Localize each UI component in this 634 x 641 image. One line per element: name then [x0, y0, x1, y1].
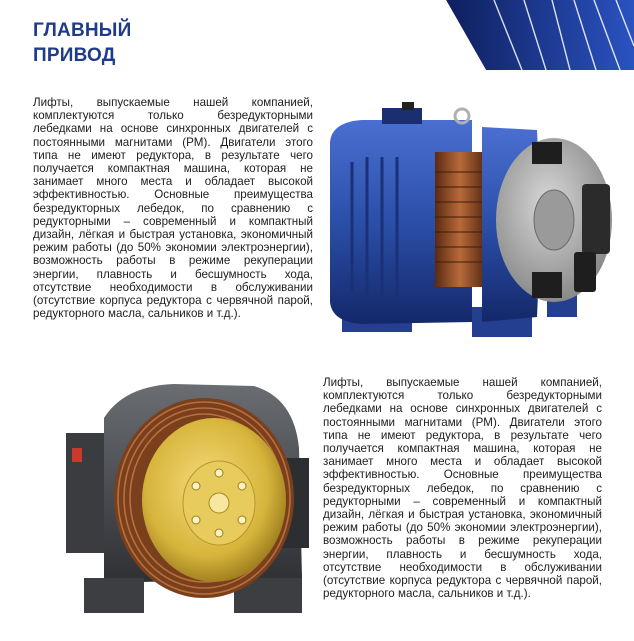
page-title: [33, 18, 131, 68]
paragraph-bottom-right: Лифты, выпускаемые нашей компанией, комплектуются только безредукторными лебедками на основе синхронных двигателей с постоянными магнитами (PM). Двигатели этого типа не имеют редуктора, в результате чего получается компактная машина, которая не занимает много места и обладает высокой эффективностью. Основные преимущества безредукторных лебедок, по сравнению с редукторными – современный и компактный дизайн, лёгкая и быстрая установка, экономичный режим работы (до 50% экономии электроэнергии), возможность работы в режиме рекуперации энергии, плавность и бесшумность хода, отсутствие необходимости в обслуживании (отсутствие корпуса редуктора с червячной парой, редукторного масла, сальников и т.д.).: [323, 376, 602, 601]
blue-traction-machine-image: [322, 102, 626, 357]
gold-sheave-traction-machine-image: [64, 378, 312, 618]
paragraph-top-left: Лифты, выпускаемые нашей компанией, комплектуются только безредукторными лебедками на основе синхронных двигателей с постоянными магнитами (PM). Двигатели этого типа не имеют редуктора, в результате чего получается компактная машина, которая не занимает много места и обладает высокой эффективностью. Основные преимущества безредукторных лебедок, по сравнению с редукторными – современный и компактный дизайн, лёгкая и быстрая установка, экономичный режим работы (до 50% экономии электроэнергии), возможность работы в режиме рекуперации энергии, плавность и бесшумность хода, отсутствие необходимости в обслуживании (отсутствие корпуса редуктора с червячной парой, редукторного масла, сальников и т.д.).: [33, 96, 313, 321]
title-line-2: ПРИВОД: [33, 45, 116, 66]
title-line-1: ГЛАВНЫЙ: [33, 20, 132, 41]
corner-stripes-decoration: [424, 0, 634, 70]
